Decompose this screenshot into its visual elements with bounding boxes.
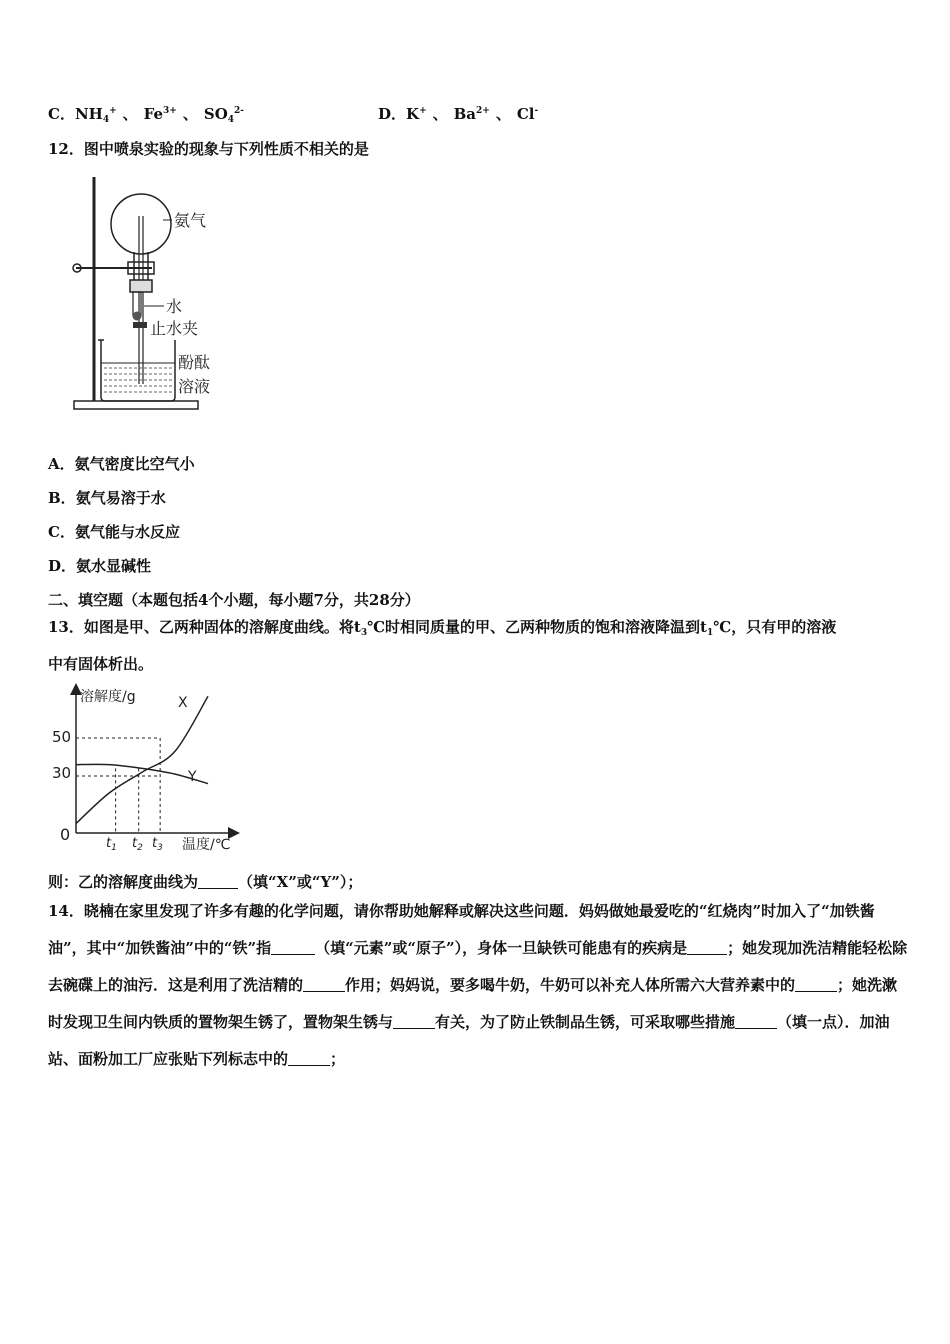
q11-option-c: C．$NH_4^+$ 、 $Fe^{3+}$ 、 $SO_4^{2-}$ (48, 105, 245, 125)
answer-blank[interactable] (271, 940, 315, 955)
option-label: C． (48, 105, 75, 123)
rubber-stopper (130, 280, 152, 292)
answer-blank[interactable] (288, 1051, 330, 1066)
x-tick-t1: $t_1$ (106, 836, 117, 853)
q12-option-c: C．氨气能与水反应 (48, 523, 180, 541)
label-water: 水 (166, 297, 183, 316)
series-x-curve (76, 696, 208, 823)
q12-option-a: A．氨气密度比空气小 (48, 455, 195, 473)
x-tick-t3: $t_3$ (152, 836, 163, 853)
q12-option-d: D．氨水显碱性 (48, 557, 152, 575)
q14-paragraph: 14．晓楠在家里发现了许多有趣的化学问题，请你帮助她解释或解决这些问题．妈妈做她最爱吃的“红烧肉”时加入了“加铁酱油”，其中“加铁酱油”中的“铁”指 （填“元素”或“原子”），身体一旦缺铁可能患有的疾病是 ；她发现加洗洁精能轻松除去碗碟上的油污．这是利用了洗洁精的 作用；妈妈说，要多喝牛奶，牛奶可以补充人体所需六大营养素中的 ；她洗漱时发现卫生间内铁质的置物架生锈了，置物架生锈与 有关，为了防止铁制品生锈，可采取哪些措施 （填一点）．加油站、面粉加工厂应张贴下列标志中的 ； (48, 902, 908, 1068)
origin-label: 0 (60, 825, 71, 844)
x-axis-label: 温度/℃ (182, 837, 231, 853)
ion-fe3: $Fe^{3+}$ (143, 105, 177, 123)
q12-stem: 12．图中喷泉实验的现象与下列性质不相关的是 (48, 140, 369, 158)
stop-clamp (133, 322, 147, 328)
q13-answer: 则：乙的溶解度曲线为 （填“X”或“Y”）； (48, 873, 363, 891)
fountain-apparatus-figure (68, 172, 228, 417)
round-flask (111, 194, 171, 254)
beaker (101, 340, 175, 401)
stand-base (74, 401, 198, 409)
ion-cl: Cl- (516, 105, 539, 123)
q12-option-b: B．氨气易溶于水 (48, 489, 166, 507)
series-y-label: Y (188, 769, 197, 785)
ion-k: K+ (406, 105, 427, 123)
q11-option-d: D．K+ 、 $Ba^{2+}$ 、 Cl- (378, 105, 539, 123)
x-tick-t2: $t_2$ (132, 836, 143, 853)
answer-blank[interactable] (795, 977, 837, 992)
solubility-chart (48, 683, 248, 853)
label-gas: 氨气 (174, 211, 207, 230)
answer-blank[interactable] (393, 1014, 435, 1029)
solution-lines (104, 368, 172, 392)
label-solution-1: 酚酞 (178, 353, 211, 372)
section-2-title: 二、填空题（本题包括4个小题，每小题7分，共28分） (48, 591, 420, 609)
guide-lines (76, 738, 160, 833)
label-clamp: 止水夹 (150, 319, 199, 338)
y-tick-50: 50 (52, 728, 72, 746)
ion-nh4: $NH_4^+$ (74, 105, 117, 125)
answer-blank[interactable] (198, 874, 238, 889)
answer-blank[interactable] (735, 1014, 777, 1029)
y-tick-30: 30 (52, 764, 72, 782)
y-axis-label: 溶解度/g (80, 689, 136, 705)
q13-stem: 13．如图是甲、乙两种固体的溶解度曲线。将$t_3℃$时相同质量的甲、乙两种物质的饱和溶液降温到$t_1℃$，只有甲的溶液 (48, 618, 837, 638)
q13-stem-line2: 中有固体析出。 (48, 655, 154, 673)
ion-ba: $Ba^{2+}$ (453, 105, 490, 123)
series-x-label: X (178, 695, 188, 711)
option-label: D． (378, 105, 407, 123)
answer-blank[interactable] (687, 940, 727, 955)
answer-blank[interactable] (303, 977, 345, 992)
label-solution-2: 溶液 (178, 377, 211, 396)
ion-so4: $SO_4^{2-}$ (203, 105, 245, 125)
